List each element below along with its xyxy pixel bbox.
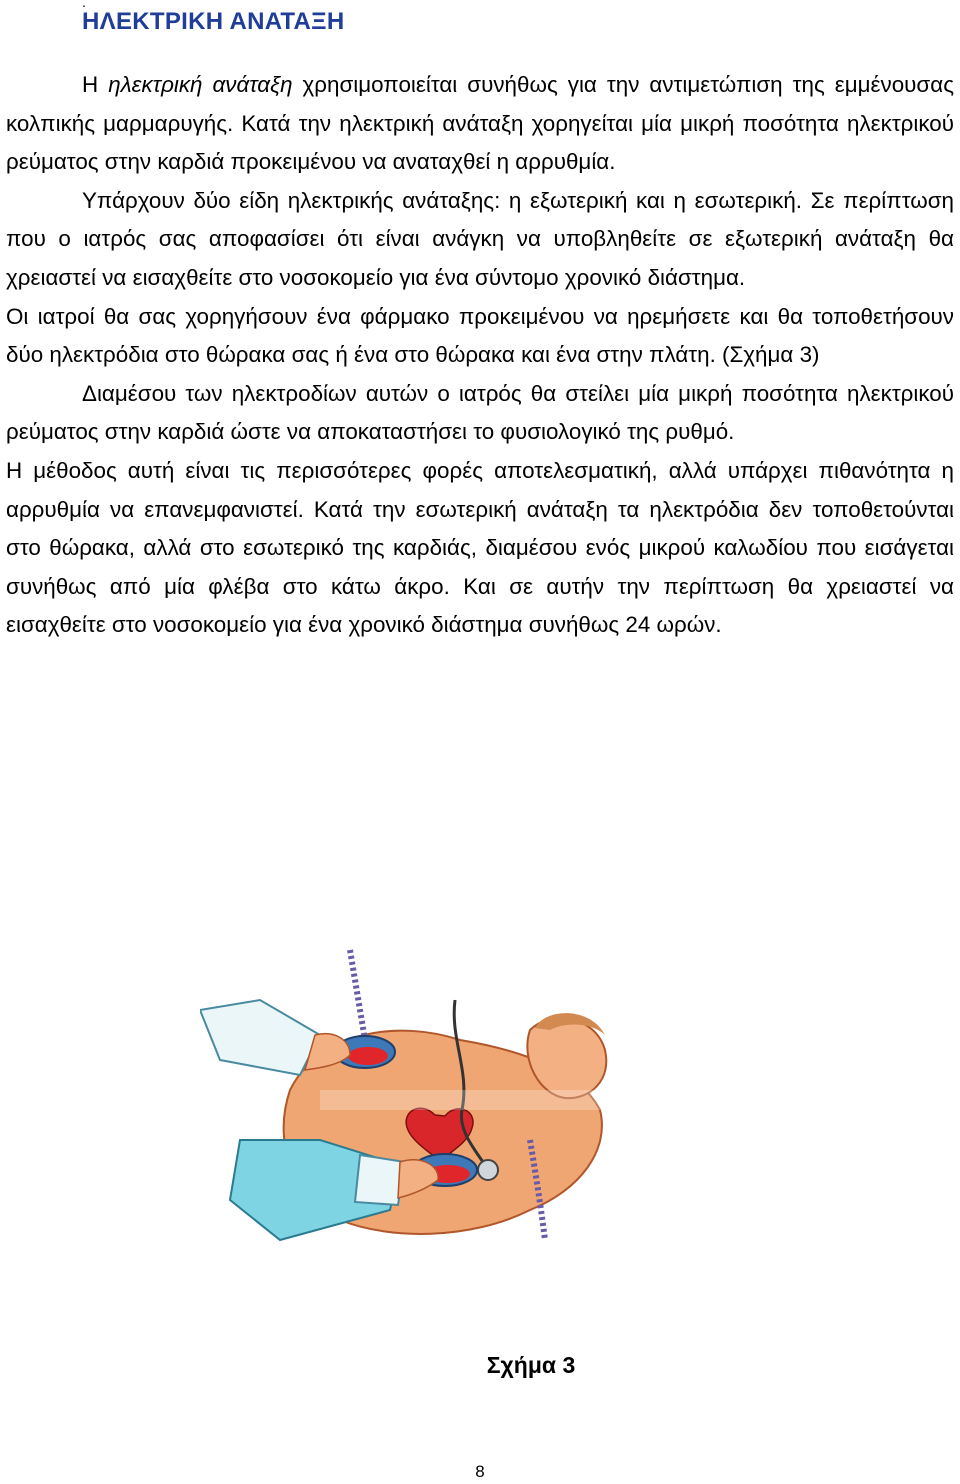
page-number: 8 xyxy=(475,1462,485,1481)
paragraph-4: Διαμέσου των ηλεκτροδίων αυτών ο ιατρός θα στείλει μία μικρή ποσότητα ηλεκτρικού ρεύματος στην καρδιά ώστε να αποκαταστήσει το φυσιολογικό της ρυθμό. xyxy=(6,380,954,445)
body-text xyxy=(6,66,954,645)
paddle-upper-plate xyxy=(348,1047,388,1065)
italic-term: ηλεκτρική ανάταξη xyxy=(108,72,293,97)
paragraph-2: Υπάρχουν δύο είδη ηλεκτρικής ανάταξης: η εξωτερική και η εσωτερική. Σε περίπτωση που ο ιατρός σας αποφασίσει ότι είναι ανάγκη να υποβληθείτε σε εξωτερική ανάταξη θα χρειαστεί να εισαχθείτε στο νοσοκομείο για ένα σύντομο χρονικό διάστημα. xyxy=(6,187,954,290)
figure-caption: Σχήμα 3 xyxy=(486,1352,576,1378)
stethoscope-head xyxy=(478,1160,498,1180)
paragraph-5: Η μέθοδος αυτή είναι τις περισσότερες φορές αποτελεσματική, αλλά υπάρχει πιθανότητα η αρρυθμία να επανεμφανιστεί. Κατά την εσωτερική ανάταξη τα ηλεκτρόδια δεν τοποθετούνται στο θώρακα, αλλά στο εσωτερικό της καρδιάς, διαμέσου ενός μικρού καλωδίου που εισάγεται συνήθως από μία φλέβα στο κάτω άκρο. Και σε αυτήν την περίπτωση θα χρειαστεί να εισαχθείτε στο νοσοκομείο για ένα χρονικό διάστημα συνήθως 24 ωρών. xyxy=(6,457,954,638)
paragraph-1-start: Η xyxy=(82,72,109,97)
section-heading: ΗΛΕΚΤΡΙΚΗ ΑΝΑΤΑΞΗ xyxy=(82,8,345,35)
paragraph-1-rest: χρησιμοποιείται συνήθως για την αντιμετώπιση της εμμένουσας κολπικής μαρμαρυγής. Κατά την ηλεκτρική ανάταξη χορηγείται μία μικρή ποσότητα ηλεκτρικού ρεύματος στην καρδιά προκειμένου να αναταχθεί η αρρυθμία. xyxy=(6,72,954,175)
doctor-sleeve-upper xyxy=(200,1000,320,1075)
paragraph-3: Οι ιατροί θα σας χορηγήσουν ένα φάρμακο προκειμένου να ηρεμήσετε και θα τοποθετήσουν δύο ηλεκτρόδια στο θώρακα σας ή ένα στο θώρακα και ένα στην πλάτη. (Σχήμα 3) xyxy=(6,303,954,368)
cable-upper xyxy=(350,950,365,1040)
cardioversion-illustration xyxy=(200,940,640,1270)
paragraph-1 xyxy=(6,66,954,182)
watermark-band xyxy=(320,1090,620,1110)
stray-mark: . xyxy=(82,0,86,10)
